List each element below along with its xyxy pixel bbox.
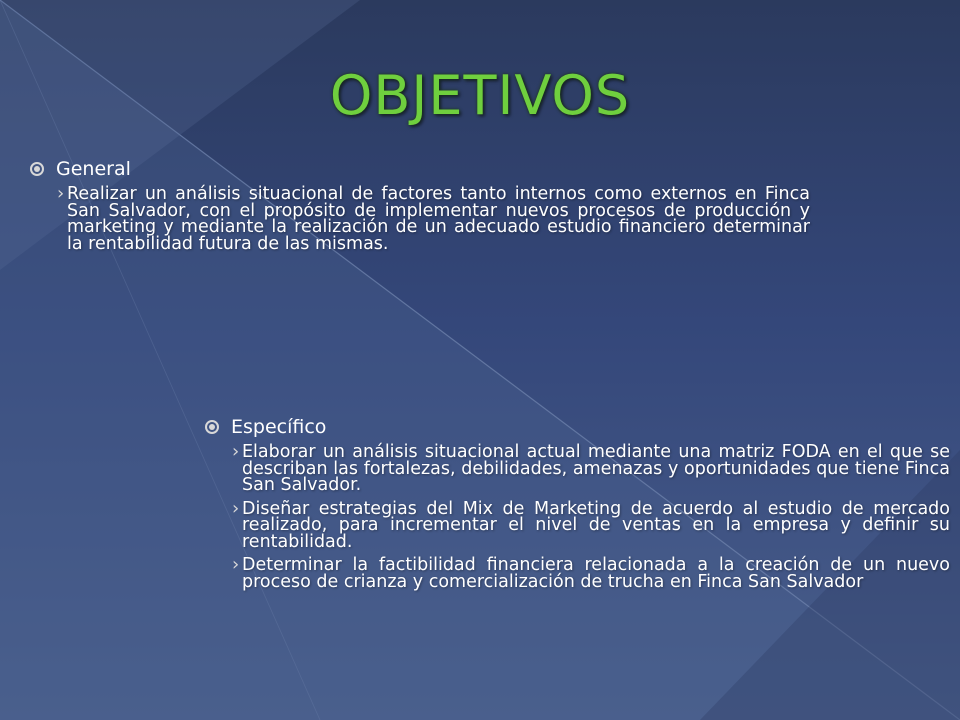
- chevron-right-icon: ›: [232, 497, 240, 519]
- circle-bullet-icon: [205, 420, 219, 434]
- chevron-right-icon: ›: [232, 441, 240, 462]
- especifico-section: [205, 416, 950, 597]
- slide-title: OBJETIVOS: [329, 64, 631, 127]
- circle-bullet-icon: [30, 162, 44, 176]
- list-item: [205, 497, 950, 552]
- general-item-text: Realizar un análisis situacional de factores tanto internos como externos en Finca San Salvador, con el propósito de implementar nuevos procesos de producción y marketing y mediante la realización de un adecuado estudio financiero determinar la rentabilidad futura de las mismas.: [67, 184, 810, 254]
- especifico-item-text: Determinar la factibilidad financiera relacionada a la creación de un nuevo proceso de crianza y comercialización de trucha en Finca San Salvador: [242, 555, 950, 592]
- chevron-right-icon: ›: [232, 554, 240, 575]
- especifico-item-text: Elaborar un análisis situacional actual mediante una matriz FODA en el que se describan las fortalezas, debilidades, amenazas y oportunidades que tiene Finca San Salvador.: [242, 442, 950, 495]
- general-heading-row: [30, 158, 810, 180]
- especifico-heading-row: [205, 416, 950, 438]
- especifico-heading: Específico: [231, 416, 327, 438]
- general-section: [30, 158, 810, 259]
- list-item: [30, 183, 810, 254]
- general-heading: General: [56, 158, 131, 180]
- list-item: [205, 554, 950, 592]
- especifico-item-text: Diseñar estrategias del Mix de Marketing de acuerdo al estudio de mercado realizado, para incrementar el nivel de ventas en la empresa y definir su rentabilidad.: [242, 498, 950, 552]
- chevron-right-icon: ›: [57, 183, 65, 204]
- list-item: [205, 441, 950, 495]
